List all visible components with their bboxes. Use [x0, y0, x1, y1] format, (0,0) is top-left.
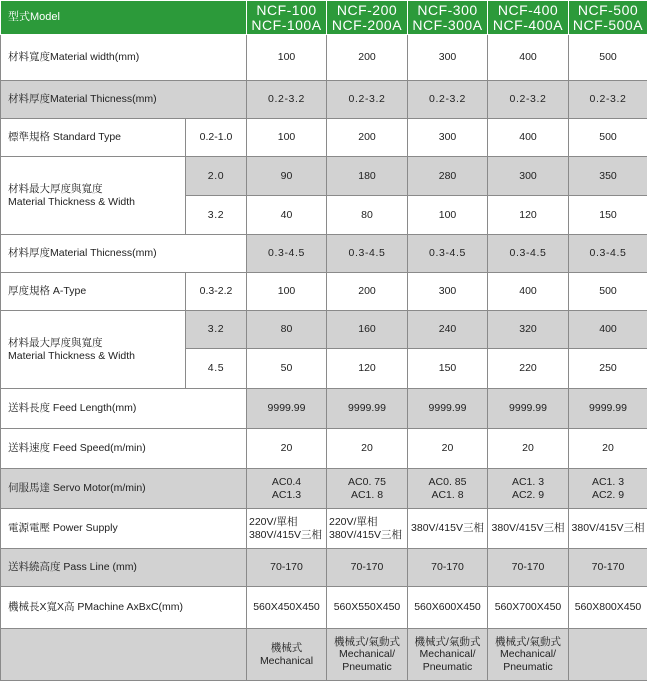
cell-value: 70-170 [488, 549, 569, 587]
cell-value: 0.3-4.5 [247, 235, 327, 273]
cell-value: 20 [408, 429, 488, 469]
row-pass-line [1, 549, 647, 587]
cell-value: 0.2-3.2 [247, 81, 327, 119]
cell-value: 100 [408, 196, 488, 235]
row-sub-label: 4.5 [186, 349, 247, 389]
row-label: 材料最大厚度與寬度 Material Thickness & Width [1, 157, 186, 235]
cell-value: 120 [488, 196, 569, 235]
cell-value: 90 [247, 157, 327, 196]
cell-value: 20 [569, 429, 647, 469]
cell-value: 560X600X450 [408, 587, 488, 629]
cell-value: 180 [327, 157, 408, 196]
cell-value: 0.2-3.2 [488, 81, 569, 119]
cell-value: 560X450X450 [247, 587, 327, 629]
cell-value: 500 [569, 119, 647, 157]
cell-value: AC1. 3 AC2. 9 [569, 469, 647, 509]
cell-value: 400 [488, 35, 569, 81]
cell-value: 0.3-4.5 [488, 235, 569, 273]
cell-value: 70-170 [247, 549, 327, 587]
row-material-width [1, 35, 647, 81]
cell-value: 20 [327, 429, 408, 469]
row-material-thickness-2 [1, 235, 647, 273]
cell-value: 70-170 [569, 549, 647, 587]
cell-value: 40 [247, 196, 327, 235]
cell-value: 220 [488, 349, 569, 389]
model-ncf-300: NCF-300 NCF-300A [408, 1, 488, 35]
cell-value: 0.2-3.2 [408, 81, 488, 119]
row-max-thickness-2a [1, 311, 647, 349]
row-sub-label: 0.3-2.2 [186, 273, 247, 311]
cell-value: 300 [408, 119, 488, 157]
row-sub-label: 2.0 [186, 157, 247, 196]
row-label: 材料寬度Material width(mm) [1, 35, 247, 81]
cell-value: 160 [327, 311, 408, 349]
cell-value: 300 [408, 35, 488, 81]
cell-value: 9999.99 [247, 389, 327, 429]
cell-value: 150 [408, 349, 488, 389]
row-servo-motor [1, 469, 647, 509]
cell-value: 0.3-4.5 [569, 235, 647, 273]
row-label: 材料最大厚度與寬度 Material Thickness & Width [1, 311, 186, 389]
cell-value: 9999.99 [488, 389, 569, 429]
cell-value: 0.3-4.5 [408, 235, 488, 273]
cell-value: 20 [488, 429, 569, 469]
cell-value: 50 [247, 349, 327, 389]
cell-value: 100 [247, 35, 327, 81]
cell-value: 300 [488, 157, 569, 196]
cell-value: 9999.99 [569, 389, 647, 429]
cell-value: 200 [327, 273, 408, 311]
cell-value: 150 [569, 196, 647, 235]
cell-value: 560X550X450 [327, 587, 408, 629]
row-label: 材料厚度Material Thicness(mm) [1, 81, 247, 119]
row-label: 材料厚度Material Thicness(mm) [1, 235, 247, 273]
row-feed-length [1, 389, 647, 429]
row-power-supply [1, 509, 647, 549]
cell-value: 200 [327, 35, 408, 81]
cell-value: 0.2-3.2 [327, 81, 408, 119]
cell-value: 9999.99 [408, 389, 488, 429]
cell-value: 500 [569, 273, 647, 311]
model-ncf-200: NCF-200 NCF-200A [327, 1, 408, 35]
row-sub-label: 0.2-1.0 [186, 119, 247, 157]
cell-value: AC0. 75 AC1. 8 [327, 469, 408, 509]
cell-value: 70-170 [327, 549, 408, 587]
cell-value: 0.3-4.5 [327, 235, 408, 273]
cell-value: 400 [488, 273, 569, 311]
cell-value [569, 629, 647, 681]
cell-value: 250 [569, 349, 647, 389]
cell-value: 320 [488, 311, 569, 349]
cell-value: 100 [247, 119, 327, 157]
cell-value: 200 [327, 119, 408, 157]
cell-value: 220V/單相 380V/415V三相 [327, 509, 408, 549]
cell-value: 80 [247, 311, 327, 349]
cell-value: 400 [488, 119, 569, 157]
row-label: 厚度規格 A-Type [1, 273, 186, 311]
row-feed-speed [1, 429, 647, 469]
row-label: 伺服馬達 Servo Motor(m/min) [1, 469, 247, 509]
cell-value: 120 [327, 349, 408, 389]
cell-value: 560X800X450 [569, 587, 647, 629]
row-machine-type [1, 629, 647, 681]
row-label [1, 629, 247, 681]
model-header-label: 型式Model [1, 1, 247, 35]
row-sub-label: 3.2 [186, 311, 247, 349]
cell-value: 220V/單相 380V/415V三相 [247, 509, 327, 549]
cell-value: 300 [408, 273, 488, 311]
cell-value: 機械式 Mechanical [247, 629, 327, 681]
row-material-thickness-1 [1, 81, 647, 119]
row-label: 電源電壓 Power Supply [1, 509, 247, 549]
row-max-thickness-1a [1, 157, 647, 196]
cell-value: 80 [327, 196, 408, 235]
header-row [1, 1, 647, 35]
cell-value: 20 [247, 429, 327, 469]
row-label: 標準規格 Standard Type [1, 119, 186, 157]
cell-value: 9999.99 [327, 389, 408, 429]
cell-value: 機械式/氣動式 Mechanical/ Pneumatic [327, 629, 408, 681]
row-sub-label: 3.2 [186, 196, 247, 235]
cell-value: 500 [569, 35, 647, 81]
cell-value: 機械式/氣動式 Mechanical/ Pneumatic [408, 629, 488, 681]
model-ncf-400: NCF-400 NCF-400A [488, 1, 569, 35]
cell-value: 機械式/氣動式 Mechanical/ Pneumatic [488, 629, 569, 681]
row-standard-type [1, 119, 647, 157]
cell-value: 560X700X450 [488, 587, 569, 629]
row-label: 送料長度 Feed Length(mm) [1, 389, 247, 429]
cell-value: 100 [247, 273, 327, 311]
cell-value: 240 [408, 311, 488, 349]
cell-value: AC1. 3 AC2. 9 [488, 469, 569, 509]
cell-value: AC0.4 AC1.3 [247, 469, 327, 509]
model-ncf-500: NCF-500 NCF-500A [569, 1, 647, 35]
row-machine-dimensions [1, 587, 647, 629]
model-ncf-100: NCF-100 NCF-100A [247, 1, 327, 35]
cell-value: 0.2-3.2 [569, 81, 647, 119]
row-label: 送料繞高度 Pass Line (mm) [1, 549, 247, 587]
row-a-type [1, 273, 647, 311]
cell-value: 380V/415V三相 [408, 509, 488, 549]
cell-value: 380V/415V三相 [488, 509, 569, 549]
cell-value: 70-170 [408, 549, 488, 587]
cell-value: 280 [408, 157, 488, 196]
cell-value: 350 [569, 157, 647, 196]
cell-value: 380V/415V三相 [569, 509, 647, 549]
row-label: 機械長X寬X高 PMachine AxBxC(mm) [1, 587, 247, 629]
cell-value: 400 [569, 311, 647, 349]
cell-value: AC0. 85 AC1. 8 [408, 469, 488, 509]
row-label: 送料速度 Feed Speed(m/min) [1, 429, 247, 469]
